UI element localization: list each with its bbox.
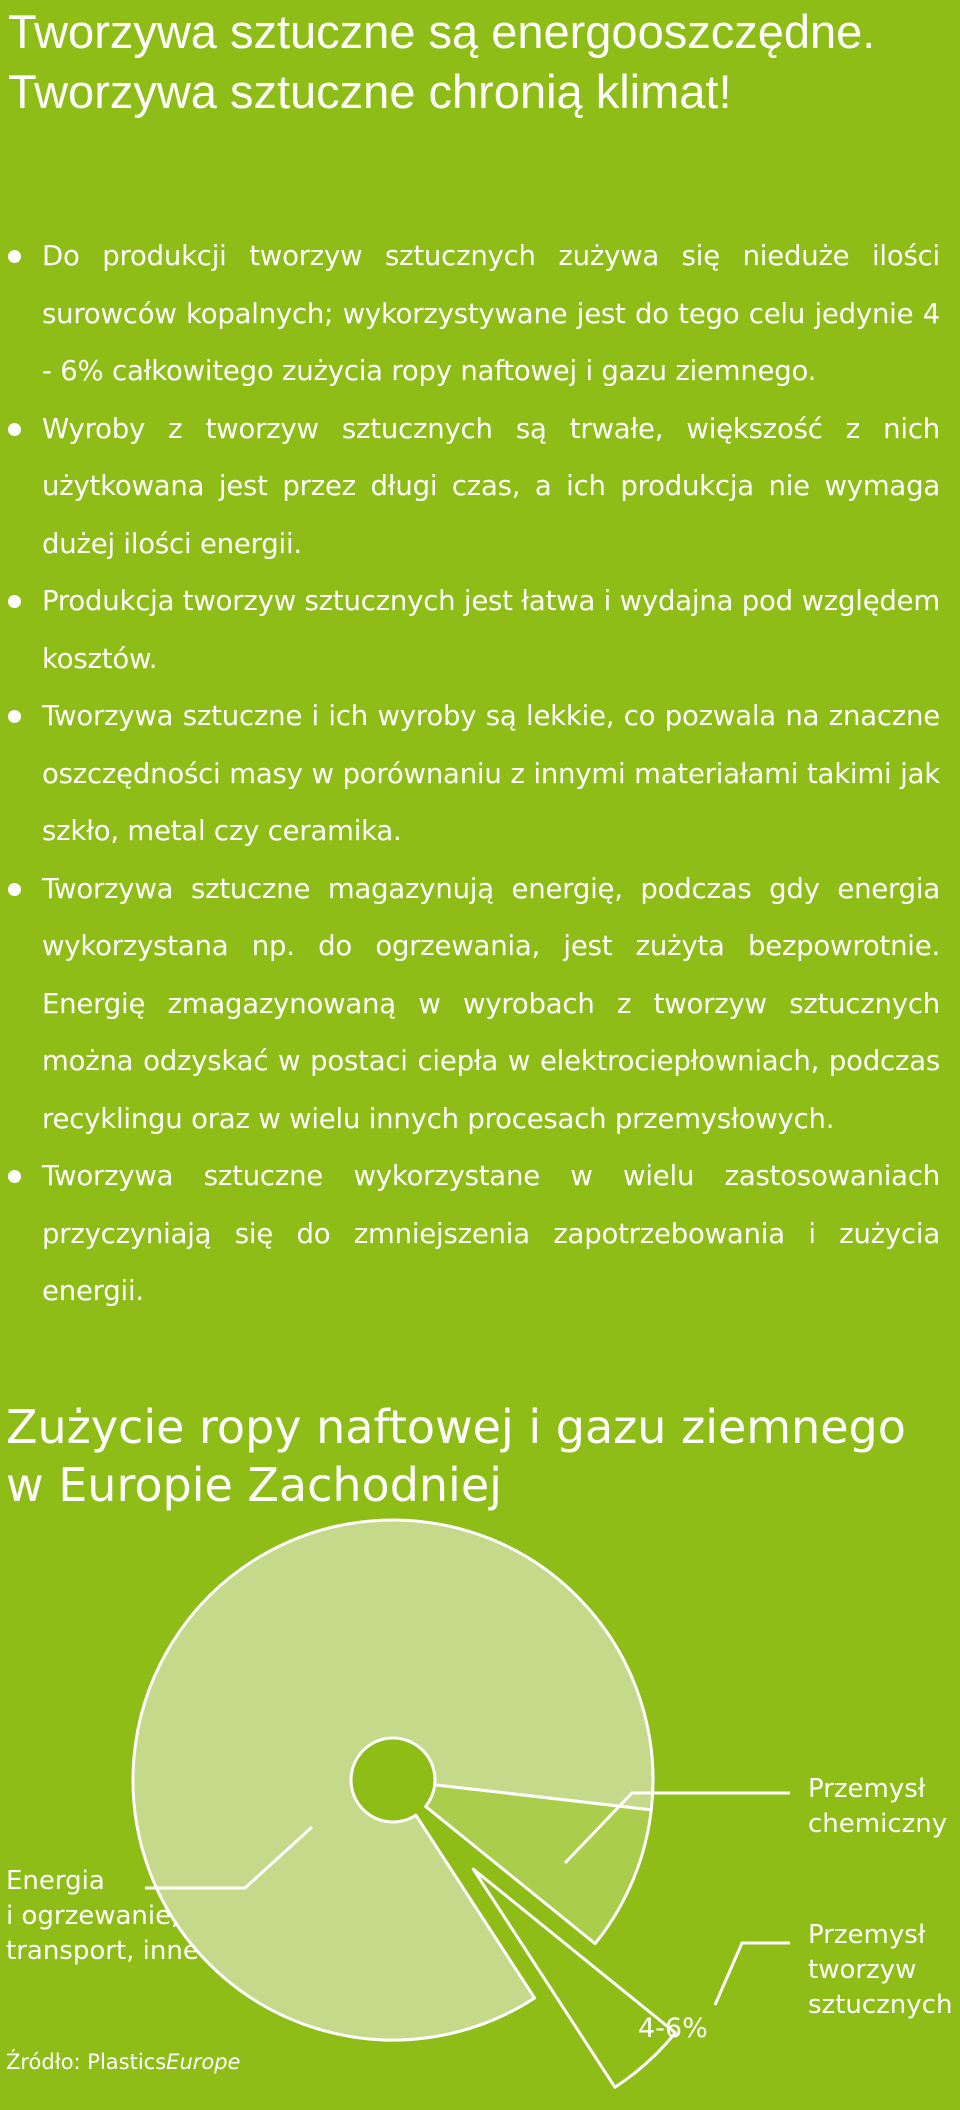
title-line-1: Tworzywa sztuczne są energooszczędne. (8, 5, 876, 58)
source-italic: Europe (166, 2050, 241, 2074)
bullet-item: Tworzywa sztuczne wykorzystane w wielu zastosowaniach przyczyniają się do zmniejszenia zapotrzebowania i zużycia energii. (0, 1148, 940, 1321)
label-chem-line: chemiczny (808, 1809, 948, 1839)
bullet-item: Tworzywa sztuczne i ich wyroby są lekkie, co pozwala na znaczne oszczędności masy w porównaniu z innymi materiałami takimi jak szkło, metal czy ceramika. (0, 688, 940, 861)
chart-title-line-2: w Europie Zachodniej (6, 1458, 502, 1512)
label-plast-line: Przemysł (808, 1920, 926, 1950)
label-energy (6, 1864, 199, 1969)
source-prefix: Źródło: Plastics (6, 2050, 167, 2074)
title-line-2: Tworzywa sztuczne chronią klimat! (8, 65, 732, 118)
label-plastics-percent: 4-6% (638, 2013, 708, 2044)
leader-line-plastics (715, 1943, 790, 2005)
label-plast-line: sztucznych (808, 1990, 953, 2020)
bullet-item: Wyroby z tworzyw sztucznych są trwałe, większość z nich użytkowana jest przez długi czas, a ich produkcja nie wymaga dużej ilości energii. (0, 401, 940, 574)
label-energy-line: transport, inne (6, 1936, 199, 1966)
label-chem-line: Przemysł (808, 1774, 926, 1804)
label-chemical-industry (808, 1772, 947, 1842)
label-energy-line: Energia (6, 1866, 105, 1896)
bullet-item: Produkcja tworzyw sztucznych jest łatwa i wydajna pod względem kosztów. (0, 573, 940, 688)
label-plastics-industry (808, 1918, 952, 2023)
label-plast-line: tworzyw (808, 1955, 917, 1985)
bullet-item: Tworzywa sztuczne magazynują energię, podczas gdy energia wykorzystana np. do ogrzewania, jest zużyta bezpowrotnie. Energię zmagazynowaną w wyrobach z tworzyw sztucznych można odzyskać w postaci ciepła w elektrociepłowniach, podczas recyklingu oraz w wielu innych procesach przemysłowych. (0, 861, 940, 1149)
bullet-item: Do produkcji tworzyw sztucznych zużywa się nieduże ilości surowców kopalnych; wykorzystywane jest do tego celu jedynie 4 - 6% całkowitego zużycia ropy naftowej i gazu ziemnego. (0, 228, 940, 401)
label-energy-line: i ogrzewanie, (6, 1901, 180, 1931)
source-note (6, 2050, 240, 2074)
chart-title-line-1: Zużycie ropy naftowej i gazu ziemnego (6, 1400, 906, 1454)
